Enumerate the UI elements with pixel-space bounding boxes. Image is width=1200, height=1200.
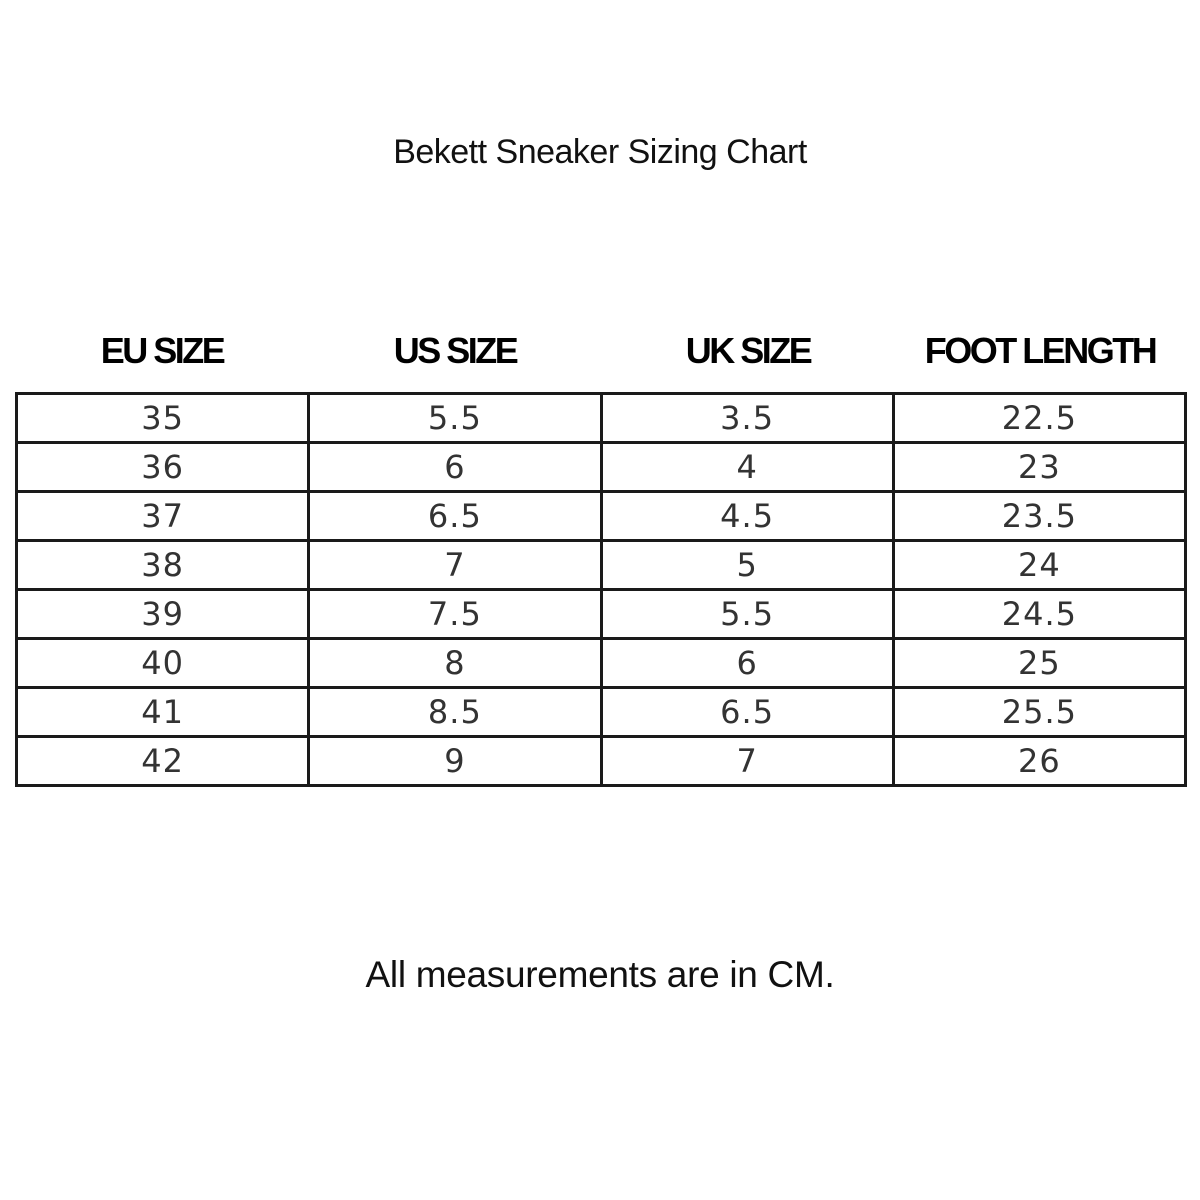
table-row bbox=[17, 590, 1186, 639]
column-header-uk-size: UK SIZE bbox=[685, 330, 811, 371]
sizing-table bbox=[15, 392, 1187, 787]
us-size-cell: 7.5 bbox=[309, 590, 601, 639]
foot-length-cell: 24.5 bbox=[893, 590, 1185, 639]
column-header-eu-size: EU SIZE bbox=[100, 330, 224, 371]
uk-size-cell: 4 bbox=[601, 443, 893, 492]
foot-length-cell: 25.5 bbox=[893, 688, 1185, 737]
table-row bbox=[17, 737, 1186, 786]
uk-size-cell: 5.5 bbox=[601, 590, 893, 639]
us-size-cell: 9 bbox=[309, 737, 601, 786]
measurement-note: All measurements are in CM. bbox=[365, 954, 835, 995]
uk-size-cell: 3.5 bbox=[601, 394, 893, 443]
eu-size-cell: 39 bbox=[17, 590, 309, 639]
chart-title: Bekett Sneaker Sizing Chart bbox=[393, 133, 807, 171]
column-header-us-size: US SIZE bbox=[393, 330, 517, 371]
table-row bbox=[17, 688, 1186, 737]
eu-size-cell: 38 bbox=[17, 541, 309, 590]
us-size-cell: 6.5 bbox=[309, 492, 601, 541]
table-row bbox=[17, 394, 1186, 443]
foot-length-cell: 24 bbox=[893, 541, 1185, 590]
eu-size-cell: 41 bbox=[17, 688, 309, 737]
uk-size-cell: 4.5 bbox=[601, 492, 893, 541]
us-size-cell: 8 bbox=[309, 639, 601, 688]
table-row bbox=[17, 639, 1186, 688]
foot-length-cell: 26 bbox=[893, 737, 1185, 786]
uk-size-cell: 5 bbox=[601, 541, 893, 590]
eu-size-cell: 40 bbox=[17, 639, 309, 688]
us-size-cell: 7 bbox=[309, 541, 601, 590]
eu-size-cell: 42 bbox=[17, 737, 309, 786]
table-row bbox=[17, 492, 1186, 541]
eu-size-cell: 37 bbox=[17, 492, 309, 541]
column-headers bbox=[16, 326, 1186, 376]
eu-size-cell: 35 bbox=[17, 394, 309, 443]
uk-size-cell: 6.5 bbox=[601, 688, 893, 737]
foot-length-cell: 23.5 bbox=[893, 492, 1185, 541]
uk-size-cell: 7 bbox=[601, 737, 893, 786]
eu-size-cell: 36 bbox=[17, 443, 309, 492]
foot-length-cell: 25 bbox=[893, 639, 1185, 688]
uk-size-cell: 6 bbox=[601, 639, 893, 688]
foot-length-cell: 23 bbox=[893, 443, 1185, 492]
column-header-foot-length: FOOT LENGTH bbox=[924, 330, 1156, 371]
us-size-cell: 5.5 bbox=[309, 394, 601, 443]
table-row bbox=[17, 541, 1186, 590]
foot-length-cell: 22.5 bbox=[893, 394, 1185, 443]
us-size-cell: 8.5 bbox=[309, 688, 601, 737]
us-size-cell: 6 bbox=[309, 443, 601, 492]
table-row bbox=[17, 443, 1186, 492]
